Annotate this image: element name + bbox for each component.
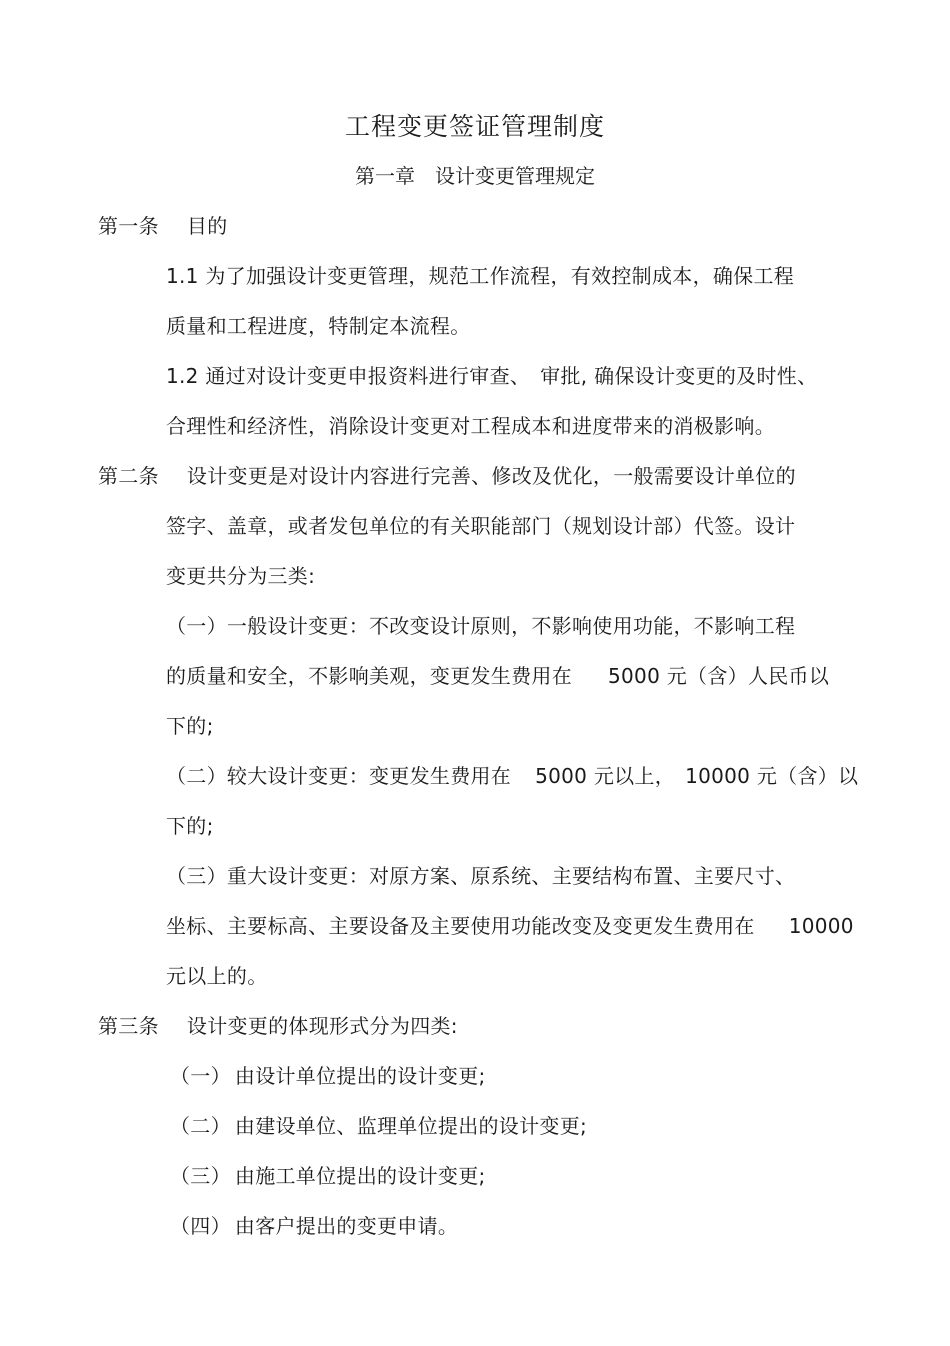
category2-line1-c: 10000 元（含）以	[685, 764, 859, 788]
chapter-title: 设计变更管理规定	[435, 164, 595, 188]
form-item-number: （二）	[170, 1114, 231, 1138]
category2-line1	[166, 763, 858, 789]
form-item-3	[170, 1163, 486, 1189]
form-item-text: 由设计单位提出的设计变更;	[234, 1064, 486, 1088]
article2-line1-text: 设计变更是对设计内容进行完善、修改及优化，一般需要设计单位的	[186, 464, 796, 488]
chapter-heading	[0, 163, 950, 189]
category1-line2-a: 的质量和安全，不影响美观，变更发生费用在	[166, 664, 572, 688]
form-item-2	[170, 1113, 587, 1139]
article2-line2: 签字、盖章，或者发包单位的有关职能部门（规划设计部）代签。设计	[166, 514, 796, 538]
form-item-1	[170, 1063, 486, 1089]
form-item-4	[170, 1213, 458, 1239]
document-title: 工程变更签证管理制度	[344, 112, 605, 141]
article1-p2-line1	[166, 363, 817, 389]
chapter-label: 第一章	[355, 164, 415, 188]
category2-line1-b: 5000 元以上，	[535, 764, 676, 788]
article2-line3: 变更共分为三类:	[166, 564, 316, 588]
category2-line1-a: （二）较大设计变更：变更发生费用在	[166, 764, 512, 788]
article3-line1-text: 设计变更的体现形式分为四类:	[186, 1014, 458, 1038]
article3-line1	[98, 1013, 458, 1039]
category3-line2-a: 坐标、主要标高、主要设备及主要使用功能改变及变更发生费用在	[166, 914, 755, 938]
category1-line3: 下的;	[166, 714, 214, 738]
article1-p1-line1: 1.1 为了加强设计变更管理，规范工作流程，有效控制成本，确保工程	[166, 264, 795, 288]
form-item-number: （一）	[170, 1064, 231, 1088]
article1-heading	[98, 213, 228, 239]
form-item-text: 由建设单位、监理单位提出的设计变更;	[234, 1114, 588, 1138]
article1-p2-line1-a: 1.2 通过对设计变更申报资料进行审查、	[166, 364, 531, 388]
article1-label: 第一条	[98, 214, 159, 238]
category1-line2-b: 5000 元（含）人民币以	[608, 664, 830, 688]
category1-line2	[166, 663, 829, 689]
article3-label: 第三条	[98, 1014, 159, 1038]
article1-p2-line1-b: 审批, 确保设计变更的及时性、	[540, 364, 818, 388]
form-item-text: 由施工单位提出的设计变更;	[234, 1164, 486, 1188]
form-item-text: 由客户提出的变更申请。	[234, 1214, 459, 1238]
category3-line2-b: 10000	[788, 914, 854, 938]
article1-p2-line2: 合理性和经济性，消除设计变更对工程成本和进度带来的消极影响。	[166, 414, 775, 438]
article1-p1-line2: 质量和工程进度，特制定本流程。	[166, 314, 471, 338]
article2-label: 第二条	[98, 464, 159, 488]
category3-line1: （三）重大设计变更：对原方案、原系统、主要结构布置、主要尺寸、	[166, 864, 796, 888]
form-item-number: （四）	[170, 1214, 231, 1238]
category2-line2: 下的;	[166, 814, 214, 838]
form-item-number: （三）	[170, 1164, 231, 1188]
category3-line2	[166, 913, 854, 939]
article1-title: 目的	[186, 214, 228, 238]
article2-line1	[98, 463, 796, 489]
category1-line1: （一）一般设计变更：不改变设计原则，不影响使用功能，不影响工程	[166, 614, 796, 638]
category3-line3: 元以上的。	[166, 964, 268, 988]
